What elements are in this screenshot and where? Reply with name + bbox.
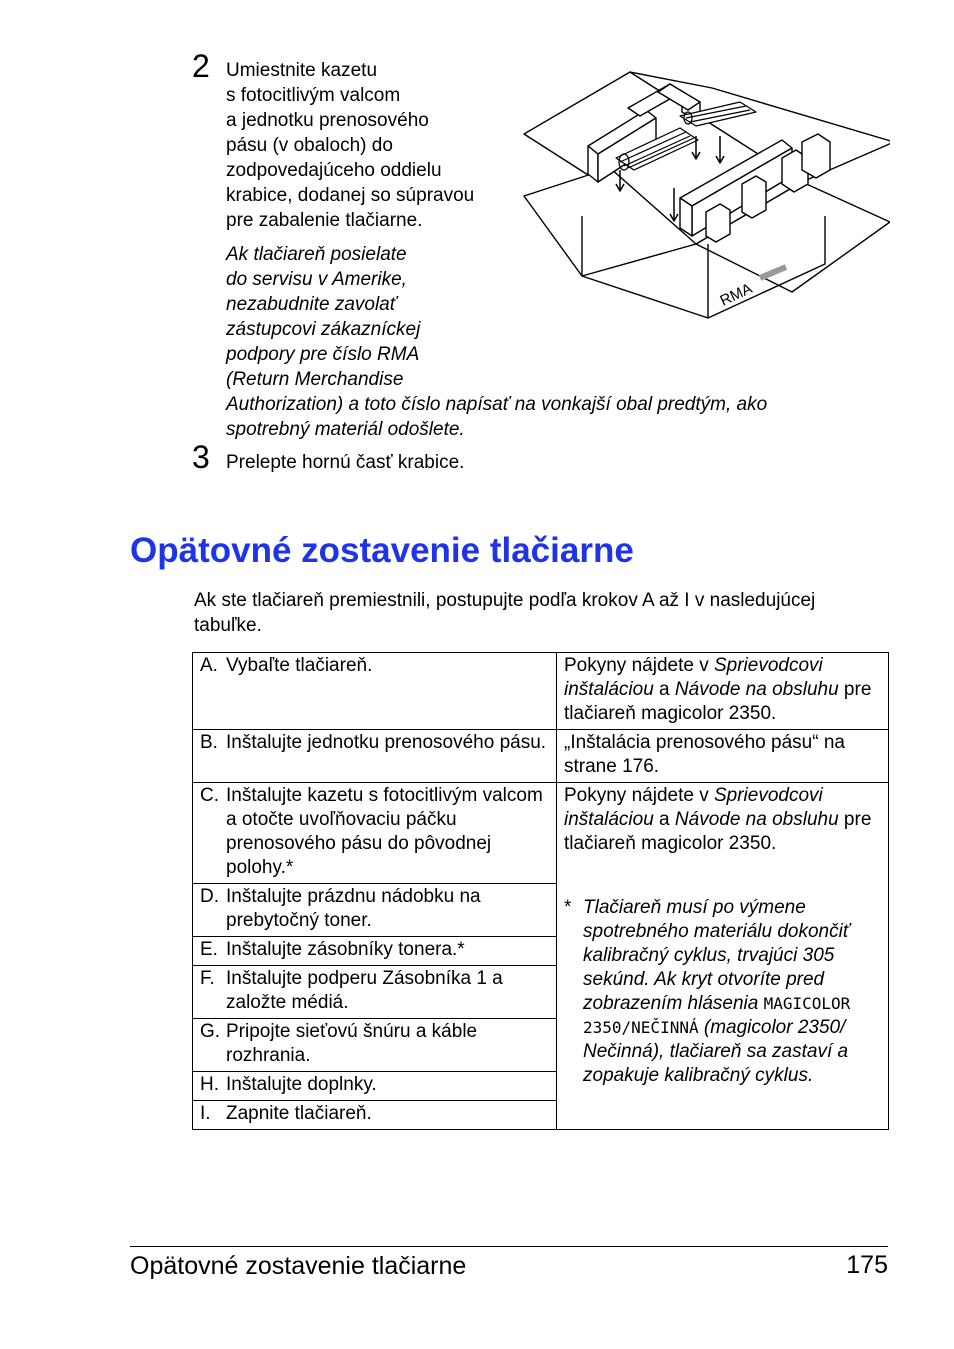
- step-cell: [193, 1101, 557, 1130]
- table-row: [193, 783, 889, 884]
- step-2-line: zodpovedajúceho oddielu: [226, 160, 442, 181]
- step-2-line: krabice, dodanej so súpravou: [226, 185, 475, 206]
- section-heading: Opätovné zostavenie tlačiarne: [130, 531, 634, 570]
- step-2-number: 2: [192, 48, 210, 84]
- step-2-line: s fotocitlivým valcom: [226, 85, 401, 106]
- step-letter: B.: [200, 732, 218, 753]
- ref-text: Pokyny nájdete v: [564, 655, 714, 676]
- ref-text: Pokyny nájdete v: [564, 785, 714, 806]
- note-line: (Return Merchandise: [226, 369, 404, 390]
- footer-title: Opätovné zostavenie tlačiarne: [130, 1252, 467, 1280]
- step-text: Inštalujte zásobníky tonera.*: [226, 939, 465, 960]
- display-message-code: MAGICOLOR 2350/NEČINNÁ: [583, 994, 851, 1037]
- step-3-text: Prelepte hornú časť krabice.: [226, 452, 465, 473]
- guide-title: Návode na obsluhu: [674, 679, 839, 700]
- intro-line: Ak ste tlačiareň premiestnili, postupujte podľa krokov A až I v nasledujúcej: [194, 590, 816, 611]
- note-line: podpory pre číslo RMA: [226, 344, 420, 365]
- step-text: Inštalujte doplnky.: [226, 1074, 377, 1095]
- footnote-star: *: [564, 897, 572, 918]
- step-text: Vybaľte tlačiareň.: [226, 655, 373, 676]
- ref-text: pre tlačiareň magicolor 2350.: [564, 679, 872, 724]
- footnote: [564, 896, 881, 1088]
- step-cell: [193, 1072, 557, 1101]
- step-3-number: 3: [192, 439, 210, 475]
- note-line: zástupcovi zákazníckej: [226, 319, 421, 340]
- step-letter: F.: [200, 968, 215, 989]
- table-row: [193, 653, 889, 730]
- step-text: Inštalujte podperu Zásobníka 1 a založte médiá.: [226, 968, 503, 1013]
- step-letter: C.: [200, 785, 219, 806]
- reference-cell: „Inštalácia prenosového pásu“ na strane 176.: [557, 730, 889, 783]
- step-2-line: pre zabalenie tlačiarne.: [226, 210, 423, 231]
- note-line: spotrebný materiál odošlete.: [226, 419, 465, 440]
- step-text: Inštalujte kazetu s fotocitlivým valcom a otočte uvoľňovaciu páčku prenosového pásu do pôvodnej polohy.*: [226, 785, 543, 878]
- note-line: nezabudnite zavolať: [226, 294, 397, 315]
- ref-text: pre tlačiareň magicolor 2350.: [564, 809, 872, 854]
- step-cell: [193, 937, 557, 966]
- reference-cell: [557, 783, 889, 1130]
- guide-title: Sprievodcovi inštaláciou: [564, 785, 823, 830]
- ref-text: a: [653, 679, 675, 700]
- guide-title: Sprievodcovi inštaláciou: [564, 655, 823, 700]
- ref-text: a: [653, 809, 675, 830]
- step-text: Inštalujte prázdnu nádobku na prebytočný toner.: [226, 886, 481, 931]
- page-number: 175: [846, 1251, 888, 1279]
- table-row: [193, 730, 889, 783]
- note-line: Ak tlačiareň posielate: [226, 244, 407, 265]
- step-cell: [193, 730, 557, 783]
- step-letter: H.: [200, 1074, 219, 1095]
- footnote-text: Tlačiareň musí po výmene spotrebného materiálu dokončiť kalibračný cyklus, trvajúci 305 sekúnd. Ak kryt otvoríte pred zobrazením hlásenia: [583, 897, 850, 1014]
- step-letter: D.: [200, 886, 219, 907]
- reference-cell: [557, 653, 889, 730]
- step-2-line: a jednotku prenosového: [226, 110, 429, 131]
- guide-title: Návode na obsluhu: [674, 809, 839, 830]
- step-cell: [193, 1019, 557, 1072]
- step-text: Pripojte sieťovú šnúru a káble rozhrania.: [226, 1021, 478, 1066]
- step-cell: [193, 884, 557, 937]
- step-2-line: pásu (v obaloch) do: [226, 135, 393, 156]
- step-cell: [193, 653, 557, 730]
- step-text: Zapnite tlačiareň.: [226, 1103, 372, 1124]
- reassembly-table: [192, 652, 889, 1130]
- rma-label: RMA: [717, 280, 755, 310]
- packing-box-illustration: [520, 66, 890, 341]
- footer-rule: [130, 1246, 888, 1247]
- note-line: do servisu v Amerike,: [226, 269, 407, 290]
- step-text: Inštalujte jednotku prenosového pásu.: [226, 732, 547, 753]
- step-cell: [193, 966, 557, 1019]
- note-line: Authorization) a toto číslo napísať na vonkajší obal predtým, ako: [226, 394, 768, 415]
- step-letter: E.: [200, 939, 218, 960]
- step-2-line: Umiestnite kazetu: [226, 60, 378, 81]
- footnote-text: (magicolor 2350/ Nečinná), tlačiareň sa zastaví a zopakuje kalibračný cyklus.: [583, 1017, 849, 1086]
- step-cell: [193, 783, 557, 884]
- step-letter: G.: [200, 1021, 221, 1042]
- intro-line: tabuľke.: [194, 615, 262, 636]
- step-letter: I.: [200, 1103, 211, 1124]
- section-intro: [194, 588, 884, 638]
- step-letter: A.: [200, 655, 218, 676]
- step-2-text: [226, 58, 474, 233]
